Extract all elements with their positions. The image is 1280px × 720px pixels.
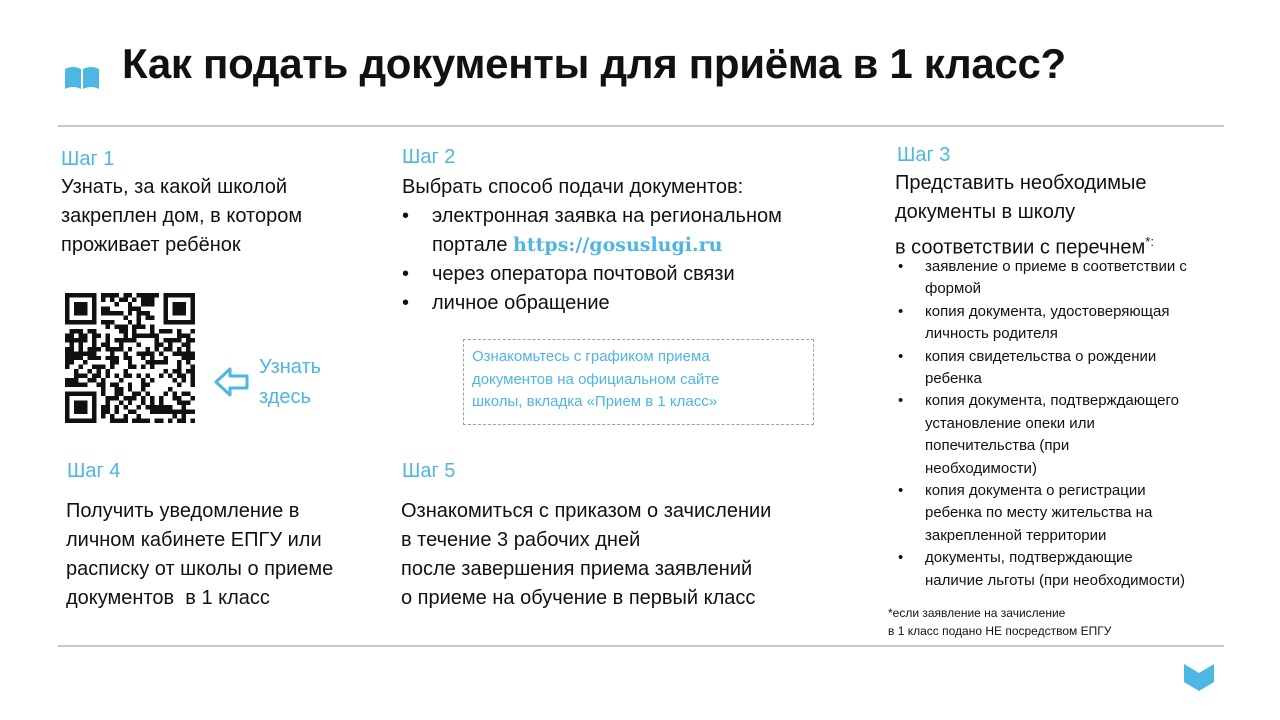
step2-bullet-cont: портале [432, 234, 514, 256]
step5-line: Ознакомиться с приказом о зачислении [401, 500, 772, 522]
step5-line: о приеме на обучение в первый класс [401, 587, 756, 609]
step3-text [895, 169, 1154, 263]
step3-bullet-line: ребенка по месту жительства на [925, 504, 1153, 522]
step1-text [61, 173, 302, 260]
bottom-divider [58, 645, 1224, 647]
step1-line: проживает ребёнок [61, 234, 241, 256]
step4-line: документов в 1 класс [66, 587, 270, 609]
step5-text [401, 497, 771, 613]
list-item [895, 547, 1255, 592]
list-item [895, 256, 1255, 301]
step3-bullet-line: закрепленной территории [925, 526, 1107, 544]
step2-bullet-text: личное обращение [432, 292, 610, 314]
gosuslugi-link[interactable]: https://gosuslugi.ru [513, 234, 723, 256]
qr-code[interactable] [65, 293, 195, 423]
footnote-line: в 1 класс подано НЕ посредством ЕПГУ [888, 624, 1112, 638]
note-line: Ознакомьтесь с графиком приема [472, 348, 710, 365]
step4-text [66, 497, 333, 613]
list-item [895, 301, 1255, 346]
list-item [402, 260, 842, 289]
note-line: документов на официальном сайте [472, 370, 720, 388]
top-divider [58, 125, 1224, 127]
step3-list [895, 256, 1255, 592]
step3-bullet-line: личность родителя [925, 325, 1058, 343]
step3-bullet-line: формой [925, 280, 982, 298]
qr-learn-line: Узнать [259, 356, 322, 378]
step2-title: Шаг 2 [402, 146, 456, 168]
footnote [888, 604, 1111, 640]
step5-line: после завершения приема заявлений [401, 558, 753, 580]
step1-line: Узнать, за какой школой [61, 176, 288, 198]
step3-bullet-line: • копия документа о регистрации [925, 482, 1146, 500]
schedule-note [463, 339, 814, 425]
arrow-left-icon [214, 366, 250, 398]
qr-code-image [65, 293, 195, 423]
step3-bullet-line: • документы, подтверждающие [925, 549, 1133, 567]
step3-bullet-line: необходимости) [925, 459, 1037, 477]
step4-line: личном кабинете ЕПГУ или [66, 529, 322, 551]
list-item [895, 480, 1255, 547]
footnote-mark: *: [1145, 234, 1154, 249]
qr-learn-line: здесь [259, 386, 311, 408]
step3-bullet-line: • копия документа, удостоверяющая [925, 302, 1170, 320]
step5-line: в течение 3 рабочих дней [401, 529, 641, 551]
step2-intro: Выбрать способ подачи документов: [402, 176, 744, 198]
step3-bullet-line: • заявление о приеме в соответствии с [925, 258, 1187, 275]
footnote-line: *если заявление на зачисление [888, 606, 1066, 620]
step3-bullet-line: установление опеки или [925, 414, 1095, 432]
step3-line: в соответствии с перечнем*: [895, 234, 1154, 259]
list-item [402, 202, 842, 260]
qr-learn-link[interactable] [259, 352, 321, 412]
step3-title: Шаг 3 [897, 144, 951, 166]
step2-bullet-text: через оператора почтовой связи [432, 263, 735, 285]
step5-title: Шаг 5 [402, 460, 456, 482]
step3-bullet-line: попечительства (при [925, 437, 1070, 455]
step2-list [402, 202, 842, 318]
step3-line: Представить необходимые [895, 172, 1147, 194]
step4-line: Получить уведомление в [66, 500, 300, 522]
list-item [402, 289, 842, 318]
logo-icon [1183, 662, 1215, 692]
list-item [895, 346, 1255, 391]
step3-bullet-line: • копия документа, подтверждающего [925, 392, 1179, 410]
step3-line: документы в школу [895, 201, 1076, 223]
step1-line: закреплен дом, в котором [61, 205, 303, 227]
step1-title: Шаг 1 [61, 148, 115, 170]
step3-bullet-line: наличие льготы (при необходимости) [925, 571, 1185, 589]
step2-bullet-text: электронная заявка на региональном [432, 205, 782, 227]
step3-bullet-line: • копия свидетельства о рождении [925, 347, 1157, 365]
step4-line: расписку от школы о приеме [66, 558, 334, 580]
list-item [895, 390, 1255, 480]
page-title: Как подать документы для приёма в 1 класс? [122, 40, 1066, 87]
step4-title: Шаг 4 [67, 460, 121, 482]
note-line: школы, вкладка «Прием в 1 класс» [472, 393, 718, 410]
step3-bullet-line: ребенка [925, 370, 982, 388]
book-icon [63, 62, 101, 92]
